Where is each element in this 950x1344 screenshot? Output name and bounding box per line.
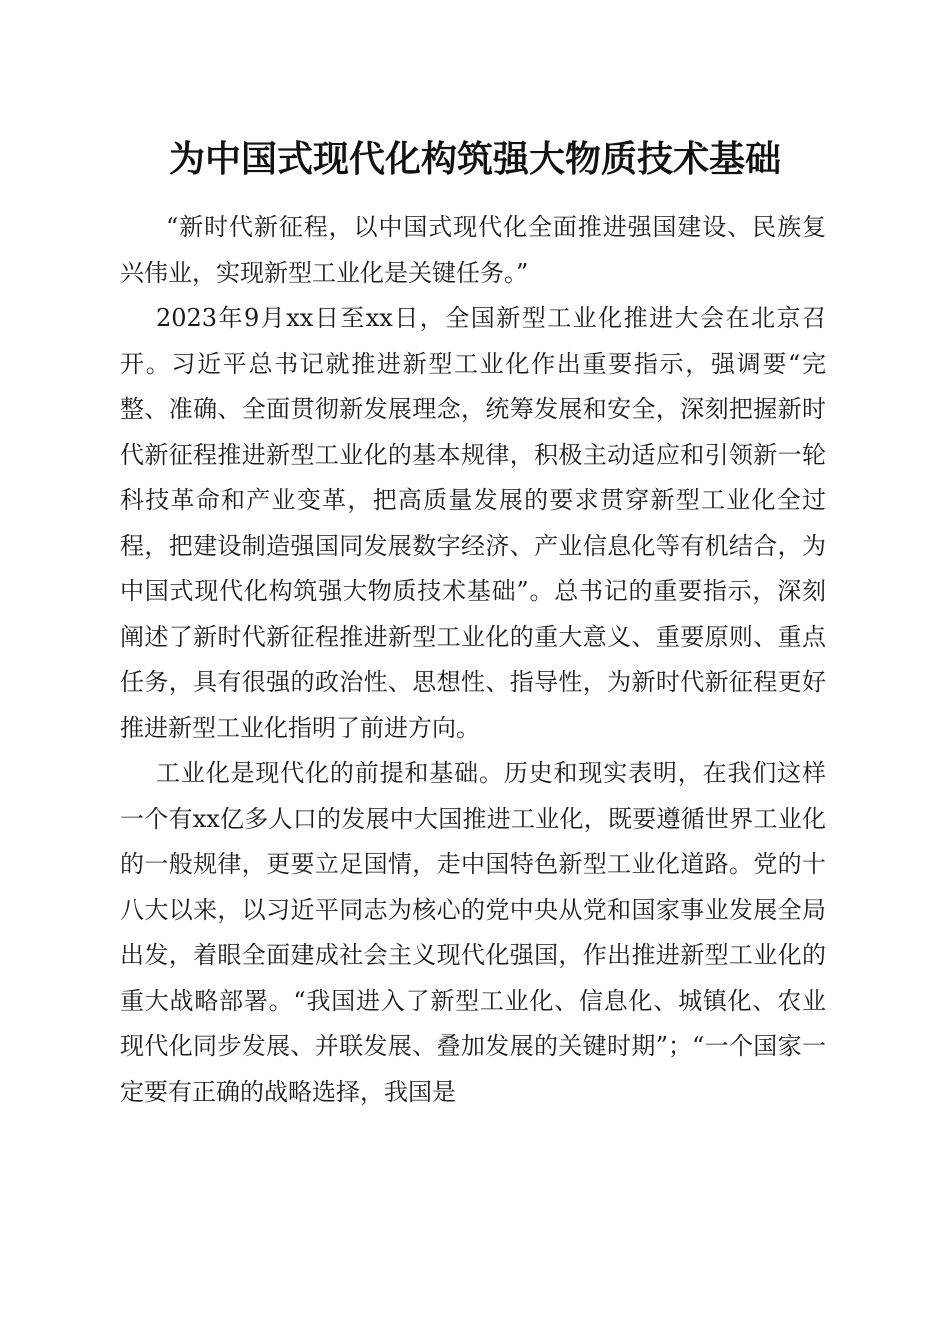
paragraph-industrialization: 工业化是现代化的前提和基础。历史和现实表明，在我们这样一个有xx亿多人口的发展中大国推进工业化，既要遵循世界工业化的一般规律，更要立足国情，走中国特色新型工业化道路。党的十八大以来，以习近平同志为核心的党中央从党和国家事业发展全局出发，着眼全面建成社会主义现代化强国，作出推进新型工业化的重大战略部署。“我国进入了新型工业化、信息化、城镇化、农业现代化同步发展、并联发展、叠加发展的关键时期”；“一个国家一定要有正确的战略选择，我国是 (120, 759, 826, 1106)
document-body (120, 205, 826, 1115)
document-title: 为中国式现代化构筑强大物质技术基础 (168, 138, 781, 180)
paragraph-quote: “新时代新征程，以中国式现代化全面推进强国建设、民族复兴伟业，实现新型工业化是关键任务。” (120, 213, 826, 287)
paragraph-conference: 2023年9月xx日至xx日，全国新型工业化推进大会在北京召开。习近平总书记就推进新型工业化作出重要指示，强调要“完整、准确、全面贯彻新发展理念，统筹发展和安全，深刻把握新时代新征程推进新型工业化的基本规律，积极主动适应和引领新一轮科技革命和产业变革，把高质量发展的要求贯穿新型工业化全过程，把建设制造强国同发展数字经济、产业信息化等有机结合，为中国式现代化构筑强大物质技术基础”。总书记的重要指示，深刻阐述了新时代新征程推进新型工业化的重大意义、重要原则、重点任务，具有很强的政治性、思想性、指导性，为新时代新征程更好推进新型工业化指明了前进方向。 (120, 304, 826, 742)
